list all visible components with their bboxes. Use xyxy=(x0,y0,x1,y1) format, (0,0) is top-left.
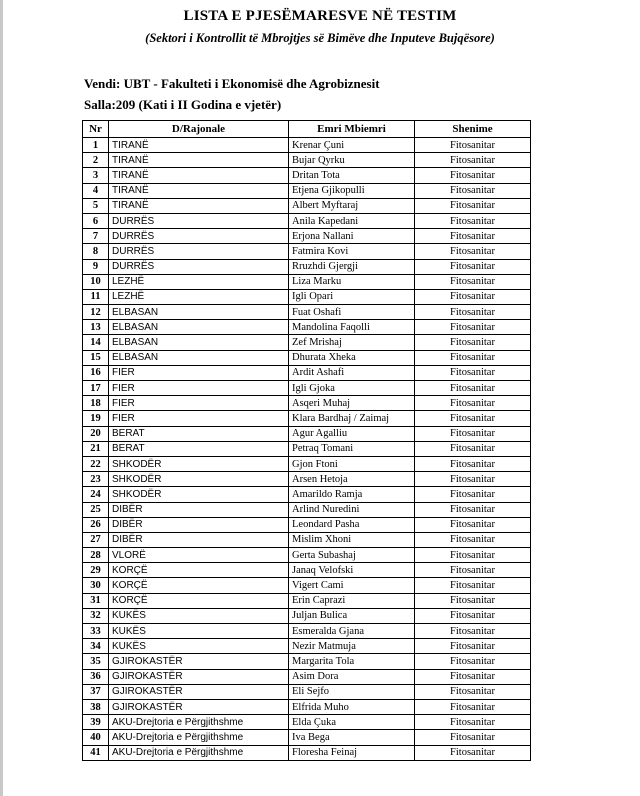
table-row xyxy=(83,517,531,532)
name-cell: Asim Dora xyxy=(289,669,415,684)
row-number: 5 xyxy=(83,198,109,213)
table-row xyxy=(83,563,531,578)
name-cell: Dhurata Xheka xyxy=(289,350,415,365)
name-cell: Juljan Bulica xyxy=(289,608,415,623)
note-cell: Fitosanitar xyxy=(415,198,531,213)
table-row xyxy=(83,745,531,760)
table-row xyxy=(83,138,531,153)
note-cell: Fitosanitar xyxy=(415,320,531,335)
region-cell: DIBËR xyxy=(109,502,289,517)
table-row xyxy=(83,654,531,669)
name-cell: Igli Opari xyxy=(289,289,415,304)
note-cell: Fitosanitar xyxy=(415,472,531,487)
name-cell: Iva Bega xyxy=(289,730,415,745)
name-cell: Anila Kapedani xyxy=(289,213,415,228)
note-cell: Fitosanitar xyxy=(415,456,531,471)
region-cell: FIER xyxy=(109,396,289,411)
table-row xyxy=(83,532,531,547)
region-cell: TIRANË xyxy=(109,198,289,213)
name-cell: Igli Gjoka xyxy=(289,381,415,396)
region-cell: SHKODËR xyxy=(109,487,289,502)
name-cell: Esmeralda Gjana xyxy=(289,624,415,639)
note-cell: Fitosanitar xyxy=(415,624,531,639)
table-row xyxy=(83,229,531,244)
table-row xyxy=(83,456,531,471)
table-row xyxy=(83,472,531,487)
row-number: 21 xyxy=(83,441,109,456)
name-cell: Rruzhdi Gjergji xyxy=(289,259,415,274)
name-cell: Eli Sejfo xyxy=(289,684,415,699)
note-cell: Fitosanitar xyxy=(415,548,531,563)
row-number: 31 xyxy=(83,593,109,608)
table-row xyxy=(83,593,531,608)
table-row xyxy=(83,548,531,563)
room-line: Salla:209 (Kati i II Godina e vjetër) xyxy=(84,97,282,112)
note-cell: Fitosanitar xyxy=(415,168,531,183)
row-number: 15 xyxy=(83,350,109,365)
column-header-nr: Nr xyxy=(83,121,109,138)
note-cell: Fitosanitar xyxy=(415,259,531,274)
region-cell: KUKËS xyxy=(109,639,289,654)
table-row xyxy=(83,183,531,198)
name-cell: Janaq Velofski xyxy=(289,563,415,578)
region-cell: AKU-Drejtoria e Përgjithshme xyxy=(109,730,289,745)
row-number: 8 xyxy=(83,244,109,259)
region-cell: DIBËR xyxy=(109,532,289,547)
region-cell: BERAT xyxy=(109,426,289,441)
region-cell: BERAT xyxy=(109,441,289,456)
row-number: 17 xyxy=(83,381,109,396)
row-number: 4 xyxy=(83,183,109,198)
table-row xyxy=(83,259,531,274)
region-cell: AKU-Drejtoria e Përgjithshme xyxy=(109,745,289,760)
region-cell: LEZHË xyxy=(109,274,289,289)
region-cell: LEZHË xyxy=(109,289,289,304)
note-cell: Fitosanitar xyxy=(415,138,531,153)
region-cell: ELBASAN xyxy=(109,350,289,365)
note-cell: Fitosanitar xyxy=(415,532,531,547)
note-cell: Fitosanitar xyxy=(415,335,531,350)
name-cell: Petraq Tomani xyxy=(289,441,415,456)
region-cell: ELBASAN xyxy=(109,320,289,335)
name-cell: Etjena Gjikopulli xyxy=(289,183,415,198)
row-number: 22 xyxy=(83,456,109,471)
row-number: 12 xyxy=(83,305,109,320)
name-cell: Ardit Ashafi xyxy=(289,365,415,380)
note-cell: Fitosanitar xyxy=(415,563,531,578)
table-row xyxy=(83,335,531,350)
region-cell: TIRANË xyxy=(109,183,289,198)
name-cell: Dritan Tota xyxy=(289,168,415,183)
table-row xyxy=(83,487,531,502)
note-cell: Fitosanitar xyxy=(415,244,531,259)
name-cell: Arsen Hetoja xyxy=(289,472,415,487)
note-cell: Fitosanitar xyxy=(415,289,531,304)
note-cell: Fitosanitar xyxy=(415,639,531,654)
name-cell: Gerta Subashaj xyxy=(289,548,415,563)
row-number: 16 xyxy=(83,365,109,380)
region-cell: KUKËS xyxy=(109,624,289,639)
region-cell: KORÇË xyxy=(109,563,289,578)
row-number: 1 xyxy=(83,138,109,153)
table-row xyxy=(83,624,531,639)
table-row xyxy=(83,305,531,320)
table-row xyxy=(83,608,531,623)
row-number: 37 xyxy=(83,684,109,699)
row-number: 38 xyxy=(83,699,109,714)
table-row xyxy=(83,244,531,259)
region-cell: FIER xyxy=(109,365,289,380)
page-left-edge xyxy=(0,0,3,796)
table-body xyxy=(83,138,531,761)
row-number: 30 xyxy=(83,578,109,593)
table-row xyxy=(83,274,531,289)
name-cell: Fuat Oshafi xyxy=(289,305,415,320)
name-cell: Erin Caprazi xyxy=(289,593,415,608)
region-cell: TIRANË xyxy=(109,138,289,153)
note-cell: Fitosanitar xyxy=(415,411,531,426)
table-row xyxy=(83,213,531,228)
note-cell: Fitosanitar xyxy=(415,365,531,380)
region-cell: DURRËS xyxy=(109,244,289,259)
row-number: 3 xyxy=(83,168,109,183)
row-number: 14 xyxy=(83,335,109,350)
name-cell: Arlind Nuredini xyxy=(289,502,415,517)
region-cell: TIRANË xyxy=(109,153,289,168)
name-cell: Mislim Xhoni xyxy=(289,532,415,547)
region-cell: ELBASAN xyxy=(109,335,289,350)
row-number: 20 xyxy=(83,426,109,441)
participants-table xyxy=(82,120,531,761)
column-header-name: Emri Mbiemri xyxy=(289,121,415,138)
row-number: 41 xyxy=(83,745,109,760)
row-number: 13 xyxy=(83,320,109,335)
region-cell: GJIROKASTËR xyxy=(109,699,289,714)
table-row xyxy=(83,639,531,654)
table-row xyxy=(83,411,531,426)
note-cell: Fitosanitar xyxy=(415,578,531,593)
table-row xyxy=(83,730,531,745)
table-row xyxy=(83,168,531,183)
note-cell: Fitosanitar xyxy=(415,396,531,411)
name-cell: Margarita Tola xyxy=(289,654,415,669)
region-cell: TIRANË xyxy=(109,168,289,183)
name-cell: Agur Agalliu xyxy=(289,426,415,441)
note-cell: Fitosanitar xyxy=(415,502,531,517)
venue-line: Vendi: UBT - Fakulteti i Ekonomisë dhe Agrobiznesit xyxy=(84,76,380,91)
table-row xyxy=(83,502,531,517)
note-cell: Fitosanitar xyxy=(415,684,531,699)
table-row xyxy=(83,381,531,396)
note-cell: Fitosanitar xyxy=(415,608,531,623)
row-number: 34 xyxy=(83,639,109,654)
region-cell: SHKODËR xyxy=(109,472,289,487)
row-number: 32 xyxy=(83,608,109,623)
row-number: 39 xyxy=(83,715,109,730)
name-cell: Gjon Ftoni xyxy=(289,456,415,471)
row-number: 18 xyxy=(83,396,109,411)
note-cell: Fitosanitar xyxy=(415,426,531,441)
table-row xyxy=(83,715,531,730)
row-number: 2 xyxy=(83,153,109,168)
row-number: 33 xyxy=(83,624,109,639)
name-cell: Fatmira Kovi xyxy=(289,244,415,259)
note-cell: Fitosanitar xyxy=(415,213,531,228)
document-subtitle: (Sektori i Kontrollit të Mbrojtjes së Bimëve dhe Inputeve Bujqësore) xyxy=(145,31,495,45)
note-cell: Fitosanitar xyxy=(415,487,531,502)
row-number: 10 xyxy=(83,274,109,289)
note-cell: Fitosanitar xyxy=(415,183,531,198)
name-cell: Vigert Cami xyxy=(289,578,415,593)
row-number: 24 xyxy=(83,487,109,502)
name-cell: Liza Marku xyxy=(289,274,415,289)
row-number: 26 xyxy=(83,517,109,532)
column-header-note: Shenime xyxy=(415,121,531,138)
table-row xyxy=(83,426,531,441)
row-number: 36 xyxy=(83,669,109,684)
note-cell: Fitosanitar xyxy=(415,669,531,684)
note-cell: Fitosanitar xyxy=(415,654,531,669)
table-row xyxy=(83,365,531,380)
table-row xyxy=(83,153,531,168)
name-cell: Erjona Nallani xyxy=(289,229,415,244)
table-row xyxy=(83,578,531,593)
column-header-region: D/Rajonale xyxy=(109,121,289,138)
table-row xyxy=(83,350,531,365)
name-cell: Asqeri Muhaj xyxy=(289,396,415,411)
name-cell: Elfrida Muho xyxy=(289,699,415,714)
region-cell: KUKËS xyxy=(109,608,289,623)
table-row xyxy=(83,441,531,456)
note-cell: Fitosanitar xyxy=(415,229,531,244)
table-row xyxy=(83,198,531,213)
note-cell: Fitosanitar xyxy=(415,699,531,714)
table-row xyxy=(83,699,531,714)
region-cell: GJIROKASTËR xyxy=(109,684,289,699)
name-cell: Elda Çuka xyxy=(289,715,415,730)
region-cell: GJIROKASTËR xyxy=(109,669,289,684)
region-cell: ELBASAN xyxy=(109,305,289,320)
region-cell: DURRËS xyxy=(109,229,289,244)
note-cell: Fitosanitar xyxy=(415,350,531,365)
table-row xyxy=(83,396,531,411)
row-number: 9 xyxy=(83,259,109,274)
row-number: 28 xyxy=(83,548,109,563)
region-cell: FIER xyxy=(109,381,289,396)
row-number: 19 xyxy=(83,411,109,426)
note-cell: Fitosanitar xyxy=(415,153,531,168)
note-cell: Fitosanitar xyxy=(415,305,531,320)
table-header-row xyxy=(83,121,531,138)
region-cell: KORÇË xyxy=(109,578,289,593)
note-cell: Fitosanitar xyxy=(415,715,531,730)
name-cell: Klara Bardhaj / Zaimaj xyxy=(289,411,415,426)
region-cell: FIER xyxy=(109,411,289,426)
row-number: 7 xyxy=(83,229,109,244)
document-title: LISTA E PJESËMARESVE NË TESTIM xyxy=(183,8,457,24)
row-number: 40 xyxy=(83,730,109,745)
row-number: 29 xyxy=(83,563,109,578)
note-cell: Fitosanitar xyxy=(415,745,531,760)
region-cell: DURRËS xyxy=(109,213,289,228)
name-cell: Amarildo Ramja xyxy=(289,487,415,502)
table-row xyxy=(83,289,531,304)
note-cell: Fitosanitar xyxy=(415,274,531,289)
name-cell: Bujar Qyrku xyxy=(289,153,415,168)
name-cell: Zef Mrishaj xyxy=(289,335,415,350)
region-cell: SHKODËR xyxy=(109,456,289,471)
note-cell: Fitosanitar xyxy=(415,593,531,608)
table-row xyxy=(83,684,531,699)
row-number: 25 xyxy=(83,502,109,517)
table-row xyxy=(83,669,531,684)
note-cell: Fitosanitar xyxy=(415,441,531,456)
name-cell: Floresha Feinaj xyxy=(289,745,415,760)
region-cell: KORÇË xyxy=(109,593,289,608)
row-number: 11 xyxy=(83,289,109,304)
name-cell: Krenar Çuni xyxy=(289,138,415,153)
name-cell: Albert Myftaraj xyxy=(289,198,415,213)
note-cell: Fitosanitar xyxy=(415,381,531,396)
row-number: 35 xyxy=(83,654,109,669)
row-number: 23 xyxy=(83,472,109,487)
region-cell: VLORË xyxy=(109,548,289,563)
name-cell: Nezir Matmuja xyxy=(289,639,415,654)
note-cell: Fitosanitar xyxy=(415,730,531,745)
row-number: 27 xyxy=(83,532,109,547)
table-row xyxy=(83,320,531,335)
name-cell: Leondard Pasha xyxy=(289,517,415,532)
region-cell: DIBËR xyxy=(109,517,289,532)
row-number: 6 xyxy=(83,213,109,228)
region-cell: DURRËS xyxy=(109,259,289,274)
name-cell: Mandolina Faqolli xyxy=(289,320,415,335)
region-cell: AKU-Drejtoria e Përgjithshme xyxy=(109,715,289,730)
note-cell: Fitosanitar xyxy=(415,517,531,532)
region-cell: GJIROKASTËR xyxy=(109,654,289,669)
